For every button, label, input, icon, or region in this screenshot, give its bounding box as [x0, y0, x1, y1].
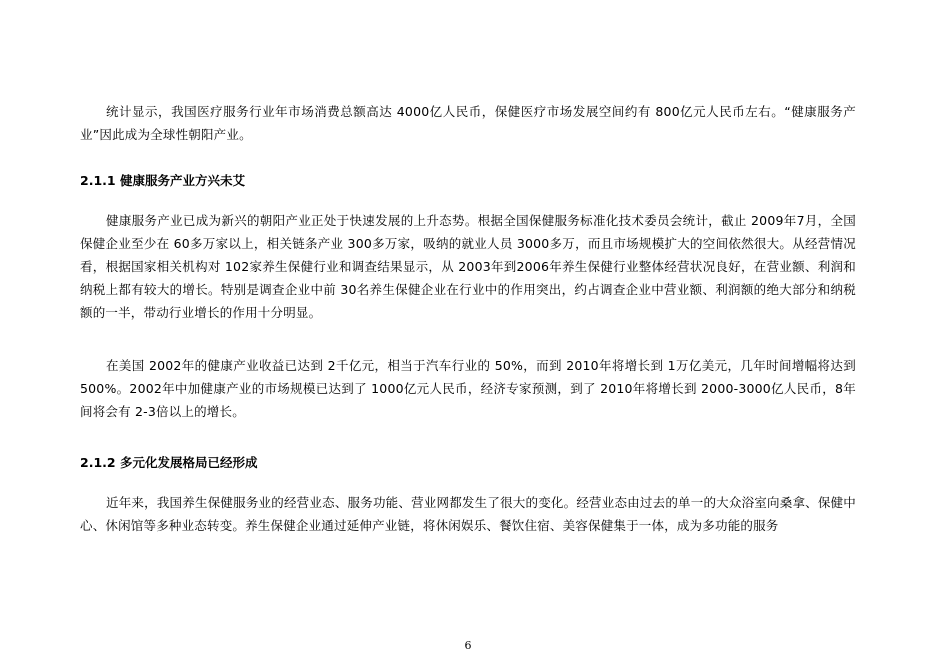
- paragraph-market-statistics: 统计显示，我国医疗服务行业年市场消费总额高达 4000亿人民币，保健医疗市场发展空间约有 800亿元人民币左右。“健康服务产业”因此成为全球性朝阳产业。: [80, 104, 856, 142]
- section-number: 2.1.2: [80, 455, 116, 470]
- section-heading-2-1-2: [80, 454, 258, 472]
- paragraph-us-comparison: 在美国 2002年的健康产业收益已达到 2千亿元，相当于汽车行业的 50%，而到 2010年将增长到 1万亿美元，几年时间增幅将达到 500%。2002年中加健康产业的市场规模已达到了 1000亿元人民币，经济专家预测，到了 2010年将增长到 2000-3000亿人民币，8年间将会有 2-3倍以上的增长。: [80, 358, 856, 419]
- section-title: 健康服务产业方兴未艾: [120, 173, 246, 188]
- paragraph-diversified-development: 近年来，我国养生保健服务业的经营业态、服务功能、营业网都发生了很大的变化。经营业态由过去的单一的大众浴室向桑拿、保健中心、休闲馆等多种业态转变。养生保健企业通过延伸产业链，将休闲娱乐、餐饮住宿、美容保健集于一体，成为多功能的服务: [80, 495, 856, 533]
- section-title: 多元化发展格局已经形成: [120, 455, 258, 470]
- section-number: 2.1.1: [80, 173, 116, 188]
- page-number: 6: [464, 639, 472, 652]
- section-heading-2-1-1: [80, 172, 245, 190]
- paragraph-industry-growth: 健康服务产业已成为新兴的朝阳产业正处于快速发展的上升态势。根据全国保健服务标准化技术委员会统计，截止 2009年7月，全国保健企业至少在 60多万家以上，相关链条产业 300多万家，吸纳的就业人员 3000多万，而且市场规模扩大的空间依然很大。从经营情况看，根据国家相关机构对 102家养生保健行业和调查结果显示，从 2003年到2006年养生保健行业整体经营状况良好，在营业额、利润和纳税上都有较大的增长。特别是调查企业中前 30名养生保健企业在行业中的作用突出，约占调查企业中营业额、利润额的绝大部分和纳税额的一半，带动行业增长的作用十分明显。: [80, 213, 856, 320]
